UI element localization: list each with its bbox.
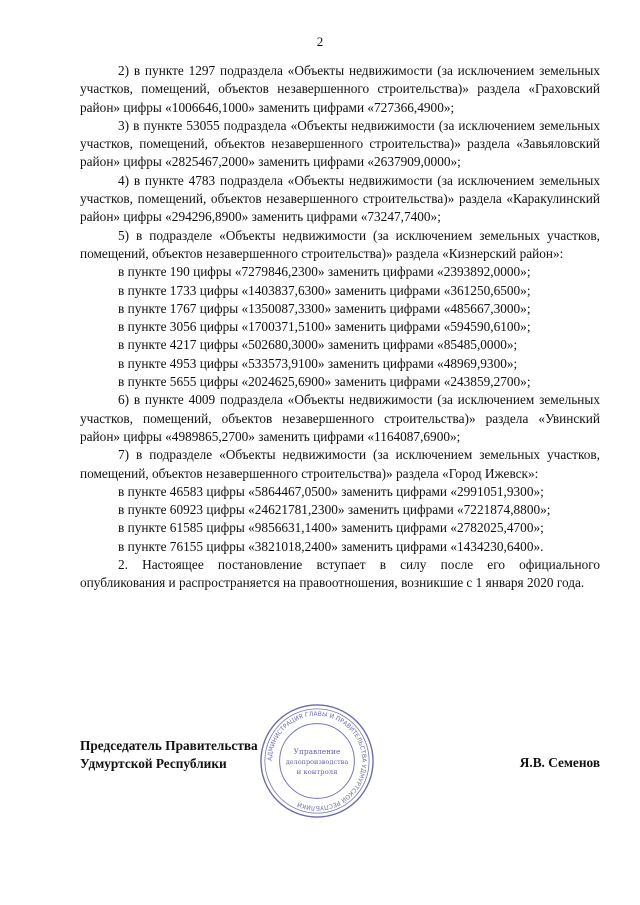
stamp-seal-icon — [258, 702, 376, 820]
paragraph-item-5: 5) в подразделе «Объекты недвижимости (за исключением земельных участков, помещений, объектов незавершенного строительства)» раздела «Кизнерский район»: — [80, 227, 600, 261]
stamp-inner-line: делопроизводства — [285, 757, 349, 766]
stamp-inner-line: и контроля — [296, 767, 338, 776]
list-item: в пункте 76155 цифры «3821018,2400» заменить цифрами «1434230,6400». — [118, 538, 544, 554]
stamp-ring-text: АДМИНИСТРАЦИЯ ГЛАВЫ И ПРАВИТЕЛЬСТВА УДМУРТСКОЙ РЕСПУБЛИКИ — [266, 710, 368, 812]
list-item: в пункте 4217 цифры «502680,3000» заменить цифрами «85485,0000»; — [118, 337, 518, 353]
list-item: в пункте 1733 цифры «1403837,6300» заменить цифрами «361250,6500»; — [118, 282, 531, 298]
list-item: в пункте 190 цифры «7279846,2300» заменить цифрами «2393892,0000»; — [118, 264, 531, 280]
signatory-name: Я.В. Семенов — [519, 755, 600, 770]
official-stamp — [258, 702, 376, 820]
page-number: 2 — [316, 34, 324, 49]
list-item: в пункте 4953 цифры «533573,9100» заменить цифрами «48969,9300»; — [118, 355, 518, 371]
final-paragraph: 2. Настоящее постановление вступает в силу после его официального опубликования и распространяется на правоотношения, возникшие с 1 января 2020 года. — [80, 557, 600, 591]
paragraph-item-6: 6) в пункте 4009 подраздела «Объекты недвижимости (за исключением земельных участков, помещений, объектов незавершенного строительства)» раздела «Увинский район» цифры «4989865,2700» заменить цифрами «1164087,6900»; — [80, 392, 600, 444]
paragraph-item-7: 7) в подразделе «Объекты недвижимости (за исключением земельных участков, помещений, объектов незавершенного строительства)» раздела «Город Ижевск»: — [80, 447, 600, 481]
paragraph-item-4: 4) в пункте 4783 подраздела «Объекты недвижимости (за исключением земельных участков, помещений, объектов незавершенного строительства)» раздела «Каракулинский район» цифры «294296,8900» заменить цифрами «73247,7400»; — [80, 172, 600, 225]
document-body — [80, 62, 600, 593]
list-item: в пункте 61585 цифры «9856631,1400» заменить цифрами «2782025,4700»; — [118, 520, 544, 536]
list-item: в пункте 46583 цифры «5864467,0500» заменить цифрами «2991051,9300»; — [118, 483, 544, 499]
paragraph-item-2: 2) в пункте 1297 подраздела «Объекты недвижимости (за исключением земельных участков, помещений, объектов незавершенного строительства)» раздела «Граховский район» цифры «1006646,1000» заменить цифрами «727366,4900»; — [80, 63, 600, 115]
list-item: в пункте 5655 цифры «2024625,6900» заменить цифрами «243859,2700»; — [118, 374, 531, 390]
list-item: в пункте 3056 цифры «1700371,5100» заменить цифрами «594590,6100»; — [118, 319, 531, 335]
signatory-title: Председатель Правительства Удмуртской Республики — [80, 738, 258, 772]
stamp-inner-line: Управление — [293, 747, 341, 757]
list-item: в пункте 60923 цифры «24621781,2300» заменить цифрами «7221874,8800»; — [118, 502, 551, 518]
list-item: в пункте 1767 цифры «1350087,3300» заменить цифрами «485667,3000»; — [118, 300, 531, 316]
paragraph-item-3: 3) в пункте 53055 подраздела «Объекты недвижимости (за исключением земельных участков, помещений, объектов незавершенного строительства)» раздела «Завьяловский район» цифры «2825467,2000» заменить цифрами «2637909,0000»; — [80, 117, 600, 170]
